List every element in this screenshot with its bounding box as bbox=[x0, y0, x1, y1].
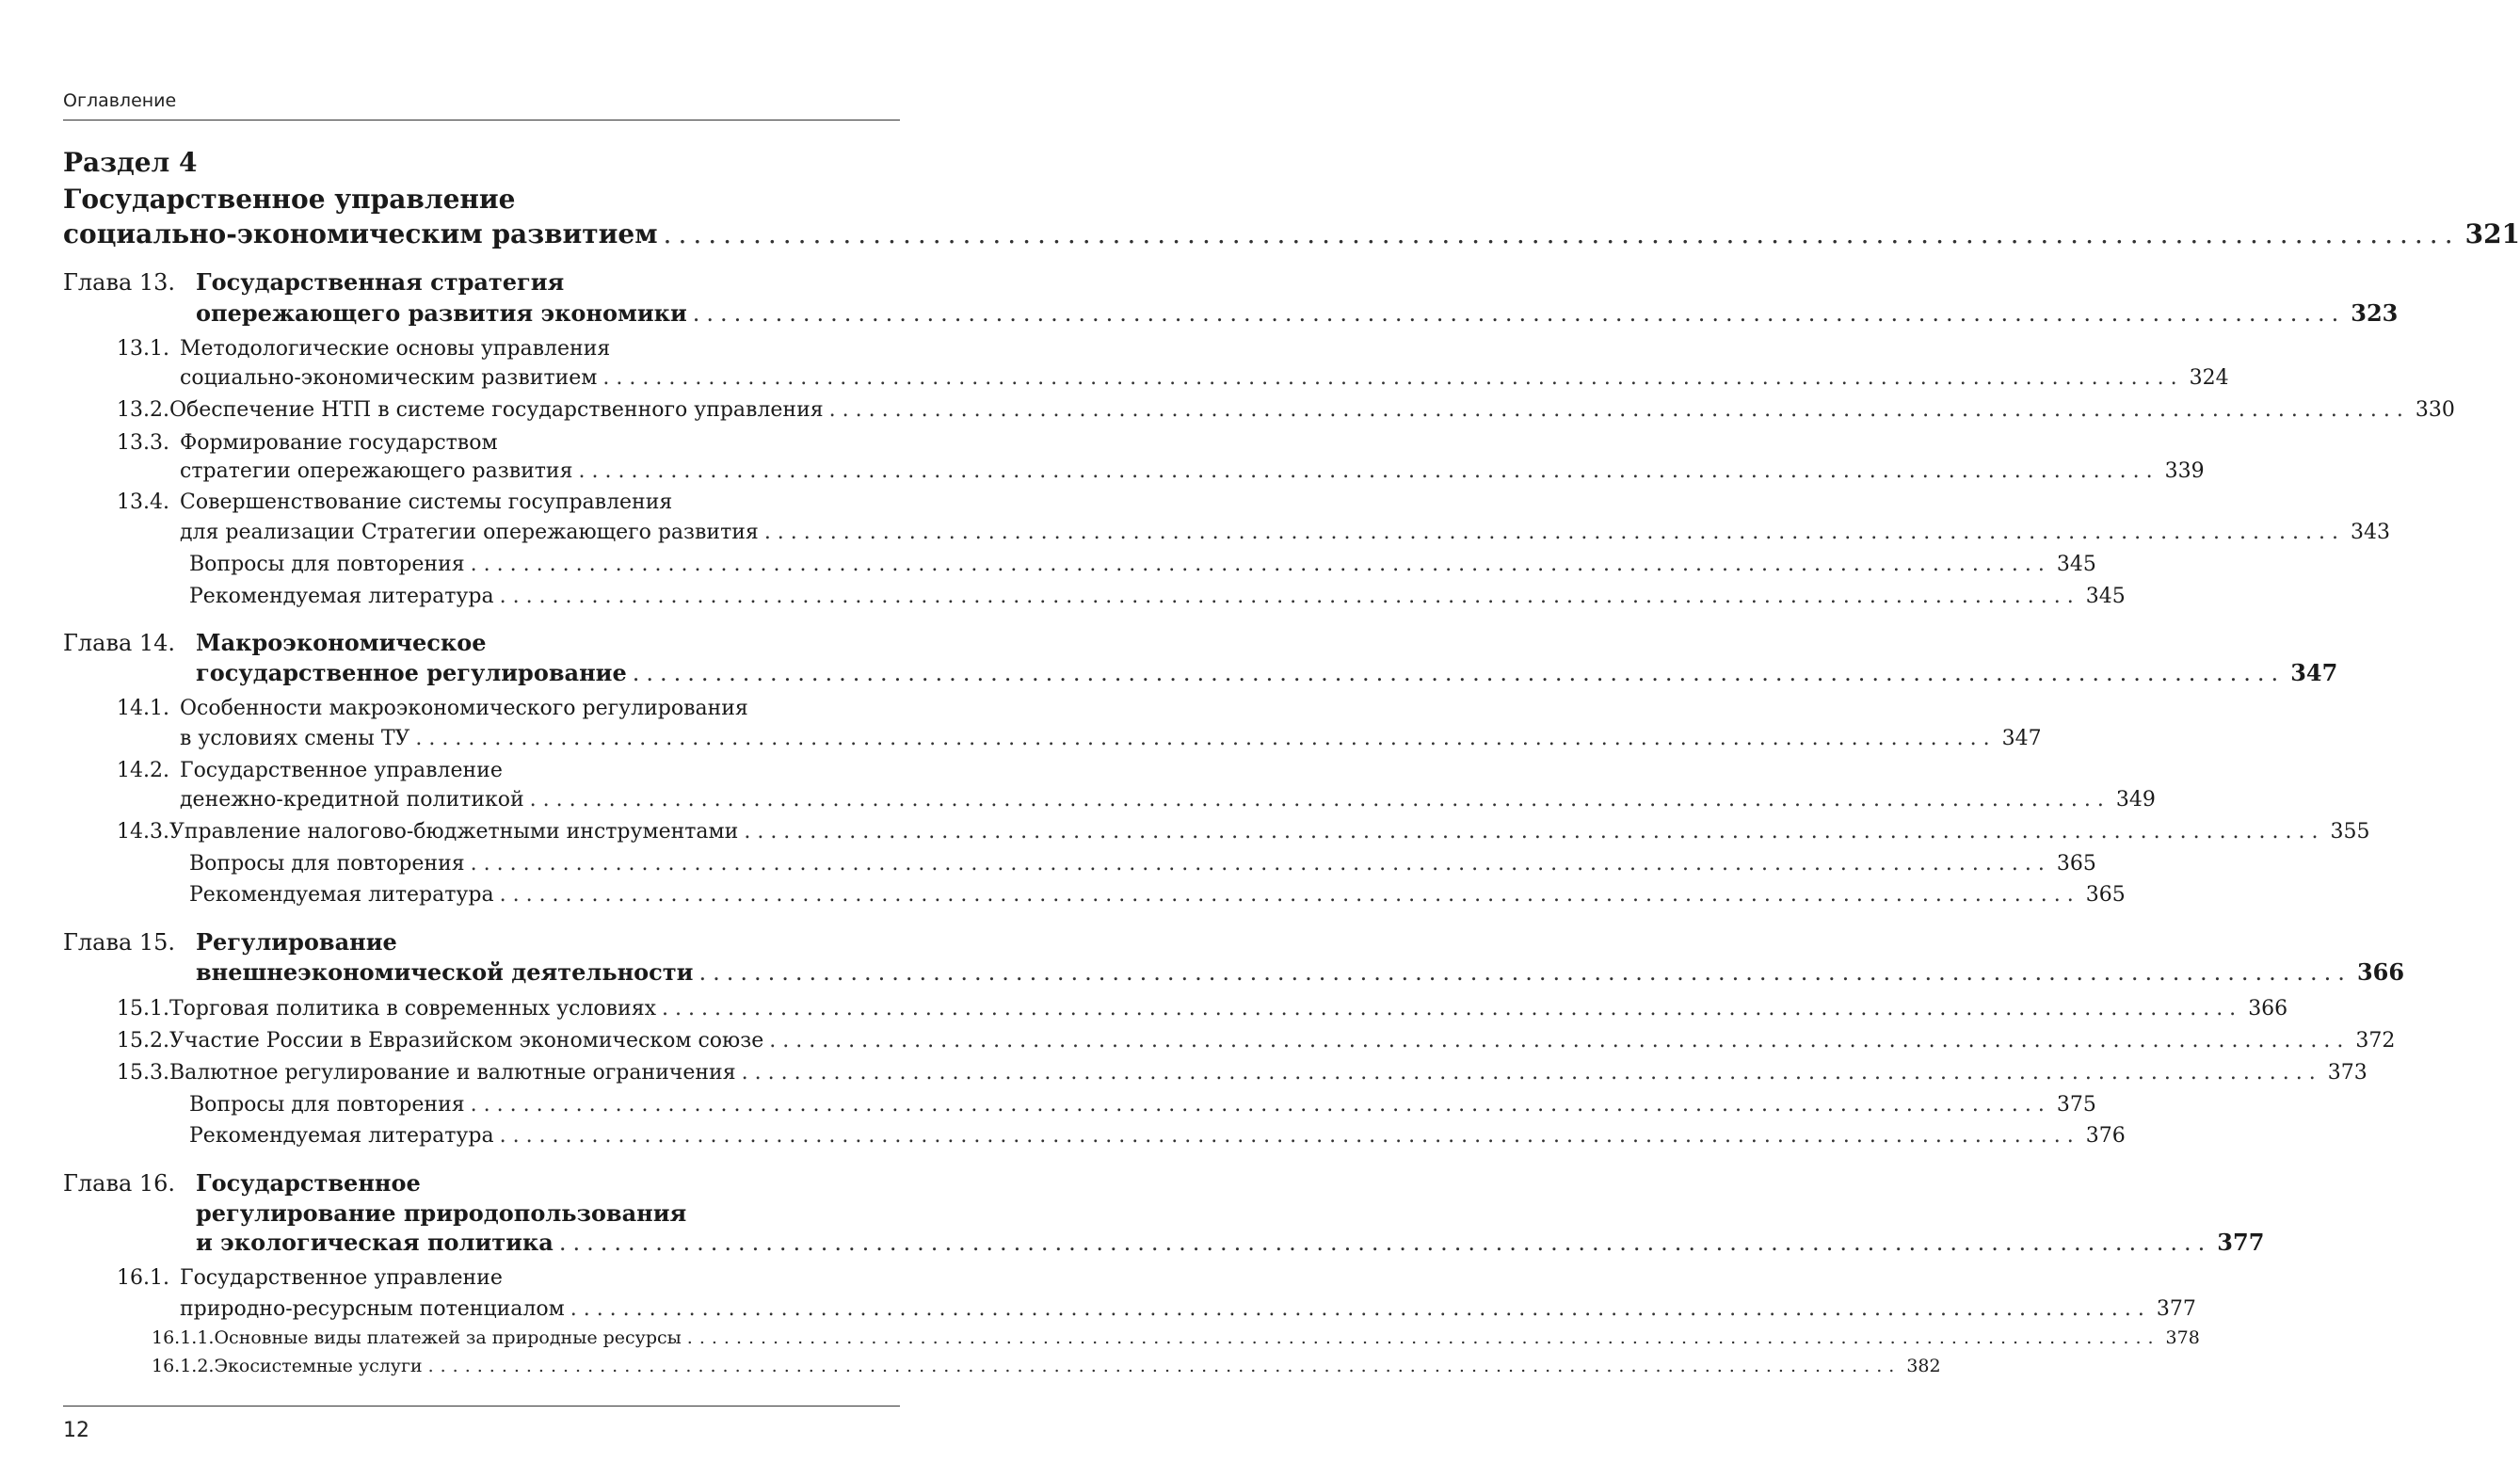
section-title-entry bbox=[63, 218, 2520, 249]
toc-entry-text: денежно-кредитной политикой bbox=[180, 788, 524, 812]
recommended-literature-entry-page-number: 345 bbox=[2085, 585, 2126, 608]
toc-entry-text: Торговая политика в современных условиях bbox=[169, 997, 656, 1021]
review-questions-entry-dot-leader: ........................................................................................................................ bbox=[470, 852, 2051, 876]
chapter-label: Глава 16. bbox=[63, 1170, 176, 1197]
entry-number: 13.2. bbox=[117, 398, 169, 422]
toc-entry-dot-leader: ........................................................................................................................ bbox=[578, 459, 2159, 483]
chapter-title-line bbox=[63, 1169, 421, 1197]
chapter-title-entry-dot-leader: ........................................................................................................................ bbox=[692, 300, 2346, 327]
toc-entry-text: для реализации Стратегии опережающего развития bbox=[180, 521, 759, 544]
review-questions-entry bbox=[189, 553, 2096, 576]
toc-entry-line bbox=[117, 697, 748, 720]
chapter-title-entry-dot-leader: ........................................................................................................................ bbox=[558, 1230, 2212, 1256]
recommended-literature-entry-text: Рекомендуемая литература bbox=[189, 1124, 494, 1148]
toc-entry-page-number: 377 bbox=[2156, 1297, 2196, 1321]
toc-entry-page-number: 343 bbox=[2351, 521, 2390, 544]
review-questions-entry-dot-leader: ........................................................................................................................ bbox=[470, 1093, 2051, 1117]
toc-entry-text: Обеспечение НТП в системе государственного управления bbox=[169, 398, 824, 422]
toc-entry bbox=[117, 1029, 2396, 1053]
chapter-title-line bbox=[63, 268, 564, 296]
entry-number: 14.1. bbox=[117, 697, 169, 720]
chapter-title-entry-dot-leader: ........................................................................................................................ bbox=[698, 959, 2351, 986]
chapter-title-entry bbox=[196, 299, 2399, 327]
recommended-literature-entry-dot-leader: ........................................................................................................................ bbox=[499, 585, 2080, 608]
review-questions-entry-text: Вопросы для повторения bbox=[189, 553, 465, 576]
toc-entry-page-number: 324 bbox=[2189, 366, 2229, 390]
review-questions-entry bbox=[189, 852, 2096, 876]
toc-entry-dot-leader: ........................................................................................................................ bbox=[415, 727, 1997, 750]
review-questions-entry-page-number: 365 bbox=[2056, 852, 2096, 876]
toc-entry-dot-leader: ........................................................................................................................ bbox=[741, 1061, 2322, 1085]
chapter-title-line bbox=[63, 629, 486, 656]
toc-entry bbox=[180, 727, 2042, 750]
toc-entry-dot-leader: ........................................................................................................................ bbox=[763, 521, 2345, 544]
chapter-title-entry bbox=[196, 958, 2405, 986]
section-label-text: Раздел 4 bbox=[63, 147, 198, 178]
toc-entry-dot-leader: ........................................................................................................................ bbox=[828, 398, 2410, 422]
review-questions-entry-page-number: 375 bbox=[2056, 1093, 2096, 1117]
toc-entry-text: природно-ресурсным потенциалом bbox=[180, 1297, 565, 1321]
toc-entry-line-text: Методологические основы управления bbox=[180, 337, 611, 361]
section-title-line-text: Государственное управление bbox=[63, 184, 516, 215]
toc-entry bbox=[117, 1061, 2368, 1085]
chapter-title-entry bbox=[196, 659, 2338, 686]
entry-number: 15.1. bbox=[117, 997, 169, 1021]
toc-entry-page-number: 347 bbox=[2001, 727, 2042, 750]
review-questions-entry-page-number: 345 bbox=[2056, 553, 2096, 576]
toc-entry-text: стратегии опережающего развития bbox=[180, 459, 573, 483]
entry-number: 15.3. bbox=[117, 1061, 169, 1085]
toc-entry bbox=[117, 398, 2455, 422]
toc-entry bbox=[180, 459, 2205, 483]
chapter-title-entry bbox=[196, 1229, 2265, 1256]
subentry-number: 16.1.1. bbox=[152, 1327, 215, 1348]
section-title-line bbox=[63, 184, 515, 215]
toc-entry-text: Валютное регулирование и валютные ограничения bbox=[169, 1061, 736, 1085]
entry-number: 16.1. bbox=[117, 1266, 169, 1290]
toc-subentry-page-number: 378 bbox=[2165, 1327, 2200, 1348]
recommended-literature-entry bbox=[189, 883, 2126, 907]
toc-entry bbox=[180, 1297, 2196, 1321]
toc-entry-line bbox=[117, 431, 498, 455]
chapter-title-line-text: Государственное bbox=[196, 1169, 421, 1197]
chapter-title-entry-text: внешнеэкономической деятельности bbox=[196, 958, 694, 986]
toc-subentry bbox=[152, 1356, 1941, 1376]
entry-number: 13.3. bbox=[117, 431, 169, 455]
chapter-title-entry-page-number: 347 bbox=[2290, 659, 2338, 686]
entry-number: 14.2. bbox=[117, 759, 169, 782]
toc-entry-dot-leader: ........................................................................................................................ bbox=[744, 820, 2325, 844]
chapter-title-entry-page-number: 323 bbox=[2351, 299, 2399, 327]
toc-subentry-text: Основные виды платежей за природные ресурсы bbox=[214, 1327, 682, 1348]
chapter-title-entry-text: опережающего развития экономики bbox=[196, 299, 687, 327]
toc-entry-line bbox=[117, 337, 610, 361]
chapter-title-line bbox=[196, 1199, 686, 1227]
recommended-literature-entry bbox=[189, 585, 2126, 608]
chapter-title-entry-text: и экологическая политика bbox=[196, 1229, 554, 1256]
chapter-title-entry-text: государственное регулирование bbox=[196, 659, 627, 686]
toc-entry-page-number: 366 bbox=[2248, 997, 2288, 1021]
toc-entry-page-number: 339 bbox=[2164, 459, 2205, 483]
entry-number: 15.2. bbox=[117, 1029, 169, 1053]
toc-entry-text: Управление налогово-бюджетными инструментами bbox=[169, 820, 739, 844]
chapter-title-line-text: регулирование природопользования bbox=[196, 1199, 687, 1227]
recommended-literature-entry bbox=[189, 1124, 2126, 1148]
toc-entry-line-text: Формирование государством bbox=[180, 431, 498, 455]
toc-entry-dot-leader: ........................................................................................................................ bbox=[769, 1029, 2351, 1053]
toc-entry bbox=[180, 521, 2390, 544]
chapter-title-line-text: Макроэкономическое bbox=[196, 629, 487, 656]
section-label bbox=[63, 147, 198, 178]
toc-entry bbox=[117, 997, 2288, 1021]
entry-number: 14.3. bbox=[117, 820, 169, 844]
toc-entry bbox=[117, 820, 2370, 844]
toc-entry-line-text: Государственное управление bbox=[180, 759, 503, 782]
recommended-literature-entry-dot-leader: ........................................................................................................................ bbox=[499, 1124, 2080, 1148]
chapter-title-entry-dot-leader: ........................................................................................................................ bbox=[632, 660, 2286, 686]
recommended-literature-entry-page-number: 365 bbox=[2085, 883, 2126, 907]
entry-number: 13.4. bbox=[117, 490, 169, 514]
chapter-label: Глава 14. bbox=[63, 630, 176, 656]
toc-entry bbox=[180, 788, 2156, 812]
recommended-literature-entry-page-number: 376 bbox=[2085, 1124, 2126, 1148]
toc-entry bbox=[180, 366, 2229, 390]
toc-subentry-dot-leader: ........................................................................................................................ bbox=[686, 1327, 2160, 1348]
toc-entry-page-number: 330 bbox=[2415, 398, 2455, 422]
footer-rule bbox=[63, 1406, 900, 1407]
section-title-entry-page-number: 321 bbox=[2464, 218, 2520, 249]
toc-entry-line-text: Совершенствование системы госуправления bbox=[180, 490, 673, 514]
toc-entry-text: в условиях смены ТУ bbox=[180, 727, 410, 750]
toc-entry-dot-leader: ........................................................................................................................ bbox=[602, 366, 2184, 390]
toc-entry-dot-leader: ........................................................................................................................ bbox=[529, 788, 2111, 812]
toc-entry-line bbox=[117, 490, 672, 514]
recommended-literature-entry-text: Рекомендуемая литература bbox=[189, 585, 494, 608]
toc-entry-page-number: 373 bbox=[2327, 1061, 2368, 1085]
toc-subentry-dot-leader: ........................................................................................................................ bbox=[427, 1356, 1902, 1376]
chapter-title-entry-page-number: 377 bbox=[2217, 1229, 2265, 1256]
toc-entry-page-number: 355 bbox=[2330, 820, 2370, 844]
toc-entry-dot-leader: ........................................................................................................................ bbox=[662, 997, 2243, 1021]
chapter-label: Глава 15. bbox=[63, 929, 176, 956]
chapter-label: Глава 13. bbox=[63, 269, 176, 296]
section-title-entry-text: социально-экономическим развитием bbox=[63, 218, 658, 249]
section-title-entry-dot-leader: ........................................................................................................................ bbox=[663, 218, 2460, 249]
toc-subentry-text: Экосистемные услуги bbox=[214, 1356, 423, 1376]
chapter-title-line bbox=[63, 928, 397, 956]
chapter-title-line-text: Государственная стратегия bbox=[196, 268, 565, 296]
toc-entry-text: Участие России в Евразийском экономическом союзе bbox=[169, 1029, 764, 1053]
chapter-title-entry-page-number: 366 bbox=[2356, 958, 2405, 986]
review-questions-entry bbox=[189, 1093, 2096, 1117]
running-head: Оглавление bbox=[63, 90, 177, 111]
entry-number: 13.1. bbox=[117, 337, 169, 361]
page-number: 12 bbox=[63, 1419, 89, 1442]
toc-entry-line bbox=[117, 759, 503, 782]
toc-entry-dot-leader: ........................................................................................................................ bbox=[570, 1297, 2151, 1321]
toc-entry-line bbox=[117, 1266, 503, 1290]
recommended-literature-entry-dot-leader: ........................................................................................................................ bbox=[499, 883, 2080, 907]
toc-subentry-page-number: 382 bbox=[1906, 1356, 1941, 1376]
header-rule bbox=[63, 120, 900, 121]
toc-entry-line-text: Государственное управление bbox=[180, 1266, 503, 1290]
chapter-title-line-text: Регулирование bbox=[196, 928, 397, 956]
toc-entry-line-text: Особенности макроэкономического регулирования bbox=[180, 697, 748, 720]
toc-entry-page-number: 372 bbox=[2355, 1029, 2396, 1053]
review-questions-entry-text: Вопросы для повторения bbox=[189, 852, 465, 876]
recommended-literature-entry-text: Рекомендуемая литература bbox=[189, 883, 494, 907]
review-questions-entry-dot-leader: ........................................................................................................................ bbox=[470, 553, 2051, 576]
toc-entry-text: социально-экономическим развитием bbox=[180, 366, 598, 390]
toc-subentry bbox=[152, 1327, 2200, 1348]
review-questions-entry-text: Вопросы для повторения bbox=[189, 1093, 465, 1117]
subentry-number: 16.1.2. bbox=[152, 1356, 215, 1376]
toc-entry-page-number: 349 bbox=[2115, 788, 2156, 812]
